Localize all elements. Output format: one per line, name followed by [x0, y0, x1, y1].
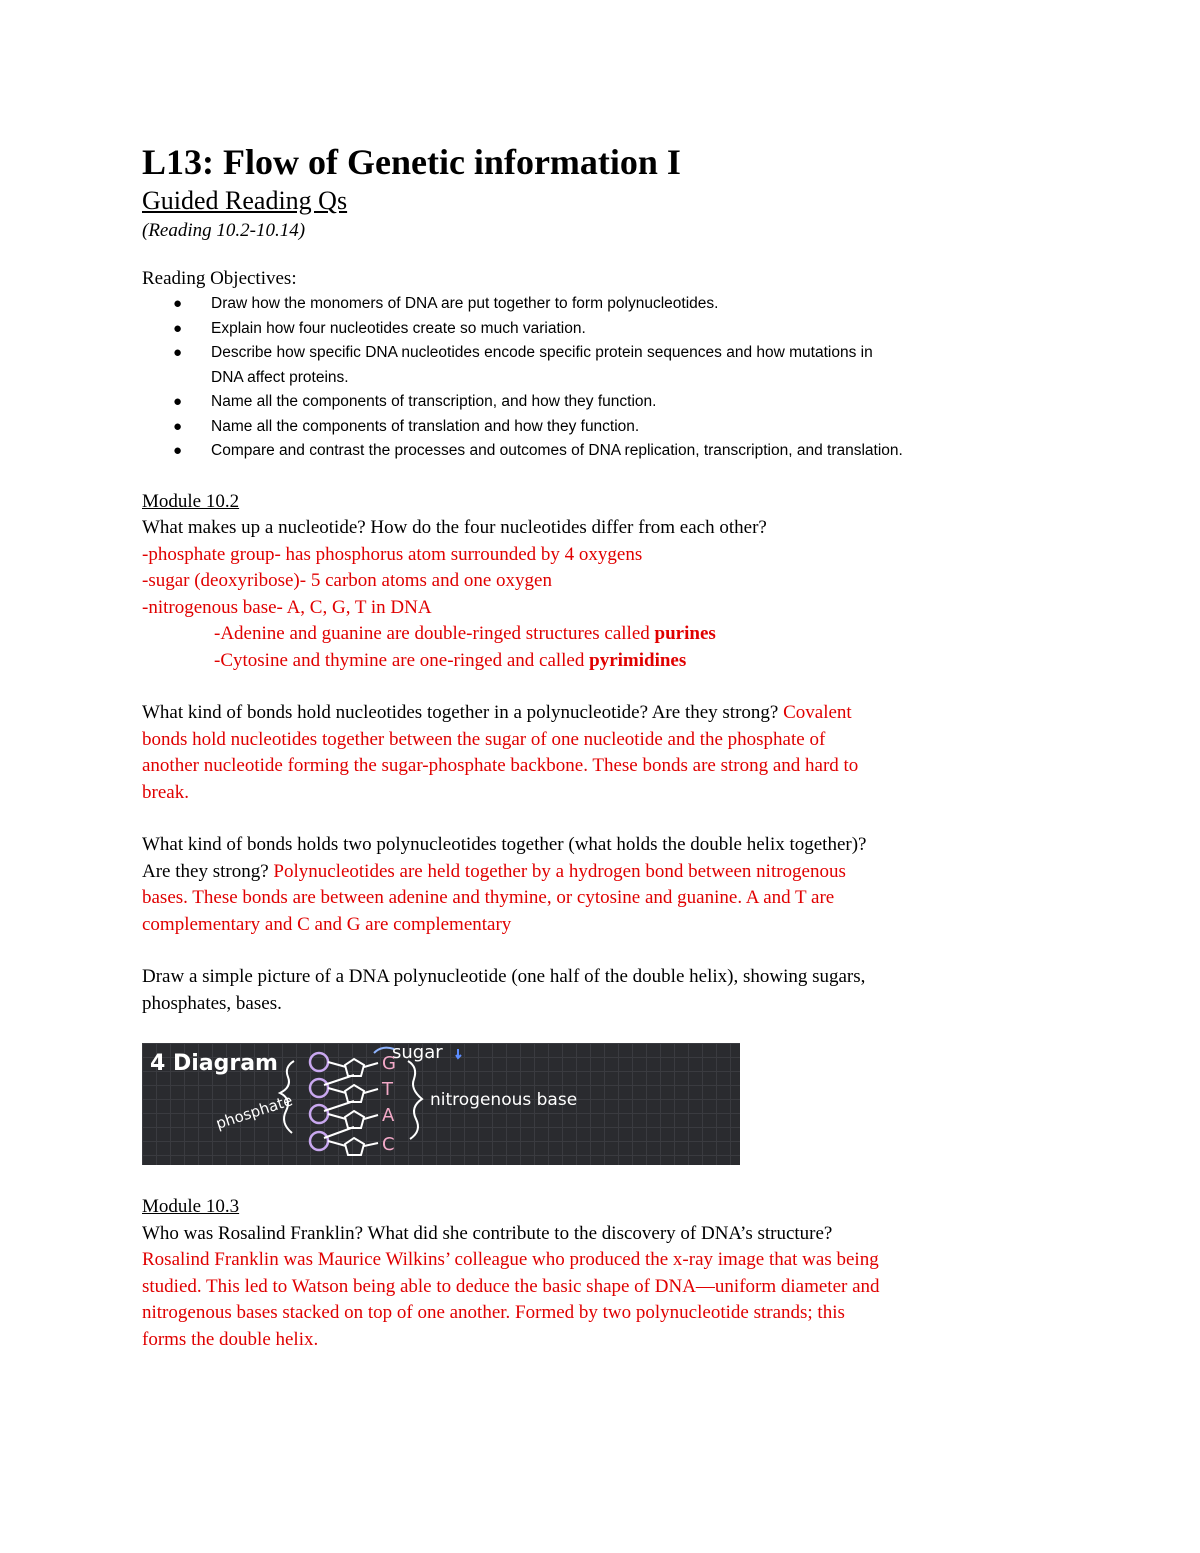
objective-item: ● Name all the components of transcription, and how they function. [142, 390, 1072, 415]
sugar-pentagon-icon [345, 1138, 364, 1155]
question-draw: Draw a simple picture of a DNA polynucleotide (one half of the double helix), showing sugars, [142, 966, 866, 987]
question-draw: phosphates, bases. [142, 992, 282, 1014]
base-letter: A [382, 1105, 395, 1126]
question-nucleotide: What makes up a nucleotide? How do the four nucleotides differ from each other? [142, 517, 767, 538]
objectives-list [142, 292, 1072, 464]
objective-item: ● Compare and contrast the processes and outcomes of DNA replication, transcription, and translation. [142, 439, 1072, 464]
answer-line: bases. These bonds are between adenine and thymine, or cytosine and guanine. A and T are [142, 887, 835, 908]
question-helix: What kind of bonds holds two polynucleotides together (what holds the double helix together)? [142, 834, 867, 855]
answer-line: forms the double helix. [142, 1328, 319, 1350]
objectives-heading: Reading Objectives: [142, 268, 297, 289]
answer-line: complementary and C and G are complementary [142, 913, 512, 935]
bullet-icon: ● [173, 393, 183, 410]
bullet-icon: ● [173, 417, 183, 435]
phosphate-label: phosphate [213, 1091, 295, 1133]
backbone-links [324, 1062, 354, 1146]
page-title: L13: Flow of Genetic information I [142, 142, 681, 182]
answer-line: another nucleotide forming the sugar-phosphate backbone. These bonds are strong and hard to [142, 755, 859, 776]
module-10-2-heading: Module 10.2 [142, 490, 240, 512]
objective-item: ● Name all the components of translation and how they function. [142, 415, 1072, 440]
phosphate-circle-icon [310, 1132, 328, 1150]
module-10-3-section [142, 1194, 1072, 1353]
diagram-title: 4 Diagram [150, 1051, 278, 1076]
answer-sub-line: -Adenine and guanine are double-ringed structures called purines [214, 623, 716, 644]
question-bonds-answer: What kind of bonds hold nucleotides together in a polynucleotide? Are they strong? Covalent [142, 702, 852, 723]
answer-line: break. [142, 781, 189, 803]
document-page [142, 140, 1072, 1017]
base-letter: G [382, 1053, 396, 1074]
reading-range: (Reading 10.2-10.14) [142, 220, 306, 241]
arrow-down-icon [456, 1049, 461, 1058]
question-helix-answer: Are they strong? Polynucleotides are held together by a hydrogen bond between nitrogenous [142, 860, 846, 882]
objective-item-continuation: DNA affect proteins. [211, 368, 349, 386]
bullet-icon: ● [173, 344, 183, 361]
phosphate-circle-icon [310, 1053, 328, 1071]
base-letter: T [382, 1079, 393, 1100]
bullet-icon: ● [173, 295, 183, 312]
base-brace-icon [408, 1061, 422, 1139]
answer-line: bonds hold nucleotides together between the sugar of one nucleotide and the phosphate of [142, 728, 826, 750]
bullet-icon: ● [173, 442, 183, 459]
module-10-3-heading: Module 10.3 [142, 1196, 240, 1217]
answer-line: -sugar (deoxyribose)- 5 carbon atoms and one oxygen [142, 570, 552, 591]
answer-sub-line: -Cytosine and thymine are one-ringed and called pyrimidines [214, 649, 687, 671]
sugar-label: sugar [392, 1043, 443, 1063]
page-subtitle: Guided Reading Qs [142, 186, 348, 215]
sugar-pentagon-icon [345, 1085, 364, 1102]
bullet-icon: ● [173, 319, 183, 337]
objective-item: ● Explain how four nucleotides create so much variation. [142, 317, 1072, 342]
term-pyrimidines: pyrimidines [589, 649, 687, 671]
base-label: nitrogenous base [430, 1090, 578, 1110]
dna-diagram-image [142, 1043, 740, 1165]
phosphate-circle-icon [310, 1105, 328, 1123]
answer-line: -phosphate group- has phosphorus atom surrounded by 4 oxygens [142, 543, 643, 565]
dna-diagram-drawing [142, 1043, 740, 1165]
answer-line: Rosalind Franklin was Maurice Wilkins’ colleague who produced the x-ray image that was being [142, 1249, 879, 1270]
sugar-pentagon-icon [345, 1111, 364, 1128]
term-purines: purines [654, 623, 716, 644]
objective-item: ● Draw how the monomers of DNA are put together to form polynucleotides. [142, 292, 1072, 317]
objective-item: ● Describe how specific DNA nucleotides encode specific protein sequences and how mutations in [142, 341, 1072, 366]
answer-line: nitrogenous bases stacked on top of one another. Formed by two polynucleotide strands; this [142, 1302, 845, 1323]
question-franklin: Who was Rosalind Franklin? What did she contribute to the discovery of DNA’s structure? [142, 1222, 833, 1244]
phosphate-circle-icon [310, 1079, 328, 1097]
sugar-pentagon-icon [345, 1059, 364, 1076]
base-letter: C [382, 1134, 395, 1155]
answer-line: -nitrogenous base- A, C, G, T in DNA [142, 596, 432, 618]
answer-line: studied. This led to Watson being able to deduce the basic shape of DNA—uniform diameter and [142, 1275, 880, 1297]
